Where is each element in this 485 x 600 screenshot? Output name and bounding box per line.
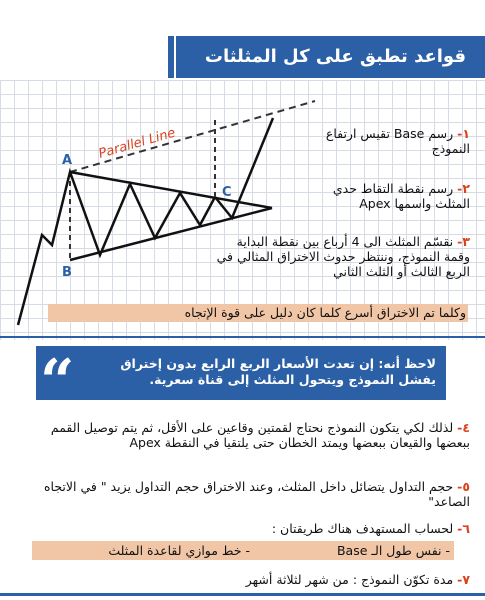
rule-2 xyxy=(310,181,470,211)
bottom-divider xyxy=(0,593,485,596)
rule-4 xyxy=(20,420,470,450)
quote-icon: “ xyxy=(40,347,75,417)
parallel-line xyxy=(70,101,315,172)
rule-7-number: ٧- xyxy=(457,572,470,587)
section-divider xyxy=(0,336,485,338)
rule-7 xyxy=(100,572,470,587)
rule-3-number: ٣- xyxy=(457,234,470,249)
rule-1-text: رسم Base تقيس ارتفاع النموذج xyxy=(325,126,470,156)
rule-1 xyxy=(318,126,470,156)
rule-5 xyxy=(20,479,470,509)
rule-1-number: ١- xyxy=(457,126,470,141)
rule-6-number: ٦- xyxy=(457,521,470,536)
upper-boundary xyxy=(70,172,272,208)
rule-4-number: ٤- xyxy=(457,420,470,435)
method-2: - خط موازي لقاعدة المثلث xyxy=(108,543,250,558)
header-accent xyxy=(168,36,174,78)
method-1: - نفس طول الـ Base xyxy=(336,543,450,558)
rule-6-text: لحساب المستهدف هناك طريقتان : xyxy=(271,521,454,536)
note-text: لاحظ أنه: إن تعدت الأسعار الربع الرابع بدون إختراق يفشل النموذج ويتحول المثلث إلى قناة سعرية. xyxy=(120,356,436,387)
rule-3 xyxy=(210,234,470,279)
parallel-line-label: Parallel Line xyxy=(96,125,178,162)
point-c-label: C xyxy=(222,185,232,200)
rule-2-number: ٢- xyxy=(457,181,470,196)
highlight-text: وكلما تم الاختراق أسرع كلما كان دليل على قوة الإتجاه xyxy=(184,305,466,320)
rule-5-number: ٥- xyxy=(457,479,470,494)
rule-6 xyxy=(20,521,470,536)
rule-5-text: حجم التداول يتضائل داخل المثلث، وعند الاختراق حجم التداول يزيد " في الاتجاه الصاعد" xyxy=(43,479,470,509)
rule-2-text: رسم نقطة التقاط حدي المثلث واسمها Apex xyxy=(332,181,470,211)
page-title: قواعد تطبق على كل المثلثات xyxy=(204,46,466,67)
rule-7-text: مدة تكوّن النموذج : من شهر لثلاثة أشهر xyxy=(245,572,454,587)
rule-4-text: لذلك لكي يتكون النموذج نحتاج لقمتين وقاعين على الأقل، ثم يتم توصيل القمم ببعضها والقيعان ببعضها ويمتد الخطان حتى يلتقيا في النقطة Apex xyxy=(50,420,470,450)
rule-3-text: نقسّم المثلث الى 4 أرباع بين نقطة البداية وقمة النموذج، وننتظر حدوث الاختراق المثالي في الربع الثالث أو الثلث الثاني xyxy=(216,234,470,279)
point-a-label: A xyxy=(62,153,73,168)
point-b-label: B xyxy=(62,265,72,280)
